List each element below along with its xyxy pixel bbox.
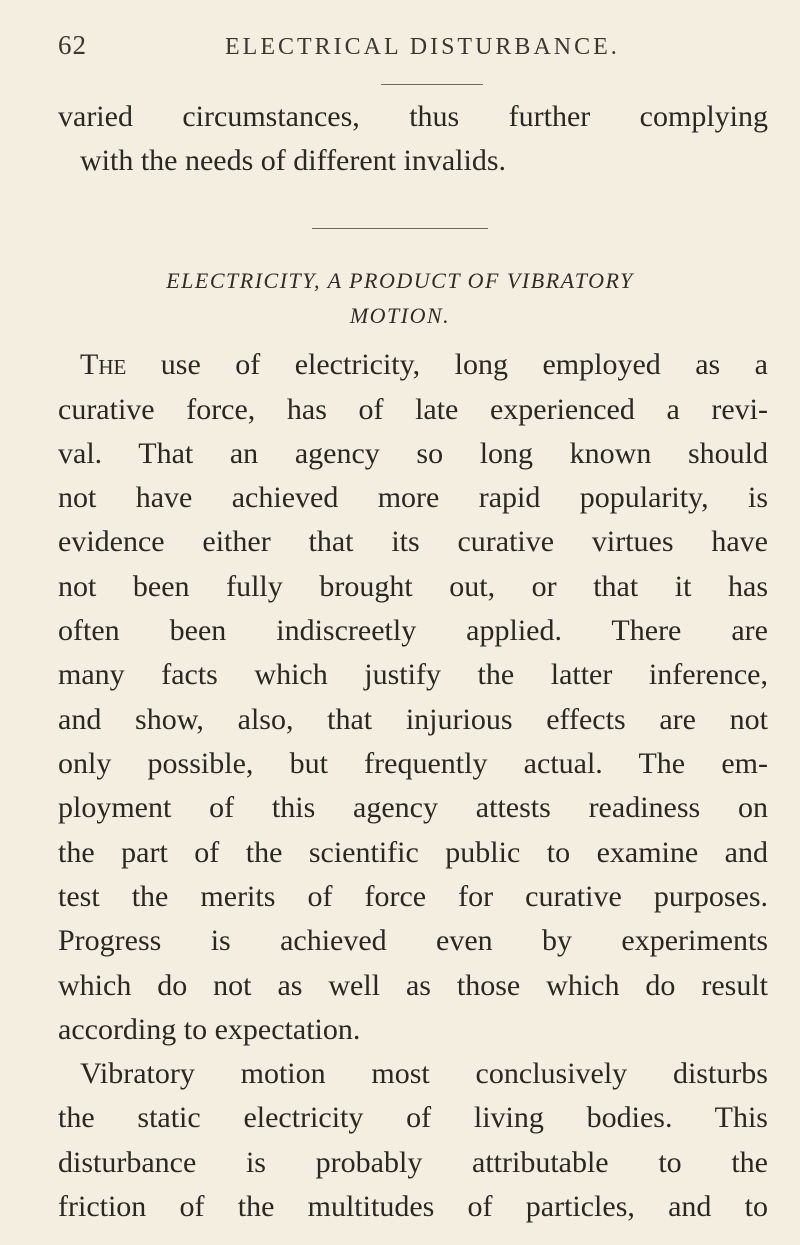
text-line: use of electricity, long employed as a xyxy=(126,348,768,381)
text-line: Vibratory motion most conclusively disturbs xyxy=(80,1057,768,1090)
text-line: varied circumstances, thus further complying xyxy=(58,100,768,133)
text-line: test the merits of force for curative purposes. xyxy=(58,880,768,913)
text-line: friction of the multitudes of particles, and to xyxy=(58,1190,768,1223)
text-line: curative force, has of late experienced a revi- xyxy=(58,393,768,426)
section-rule xyxy=(312,228,488,229)
text-line: ployment of this agency attests readiness on xyxy=(58,791,768,824)
page-number: 62 xyxy=(58,30,87,60)
text-line: only possible, but frequently actual. The em- xyxy=(58,747,768,780)
text-line: not have achieved more rapid popularity, is xyxy=(58,481,768,514)
running-head xyxy=(40,30,760,70)
paragraph-first-line xyxy=(58,348,768,382)
text-line: the part of the scientific public to examine and xyxy=(58,836,768,869)
section-heading-line1: ELECTRICITY, A PRODUCT OF VIBRATORY xyxy=(166,268,634,293)
running-title: ELECTRICAL DISTURBANCE. xyxy=(225,34,620,60)
text-line: often been indiscreetly applied. There are xyxy=(58,614,768,647)
text-line: Progress is achieved even by experiments xyxy=(58,924,768,957)
text-line: with the needs of different invalids. xyxy=(80,144,507,177)
text-line: according to expectation. xyxy=(58,1013,361,1046)
text-line: evidence either that its curative virtues have xyxy=(58,525,768,558)
paragraph-lead-word: The xyxy=(80,348,127,381)
text-line: not been fully brought out, or that it has xyxy=(58,570,768,603)
text-line: the static electricity of living bodies. This xyxy=(58,1101,768,1134)
text-line: many facts which justify the latter inference, xyxy=(58,658,768,691)
text-line: which do not as well as those which do result xyxy=(58,969,768,1002)
section-heading-line2: MOTION. xyxy=(349,303,451,328)
header-rule xyxy=(381,84,483,85)
text-line: val. That an agency so long known should xyxy=(58,437,768,470)
text-line: disturbance is probably attributable to the xyxy=(58,1146,768,1179)
text-line: and show, also, that injurious effects are not xyxy=(58,703,768,736)
